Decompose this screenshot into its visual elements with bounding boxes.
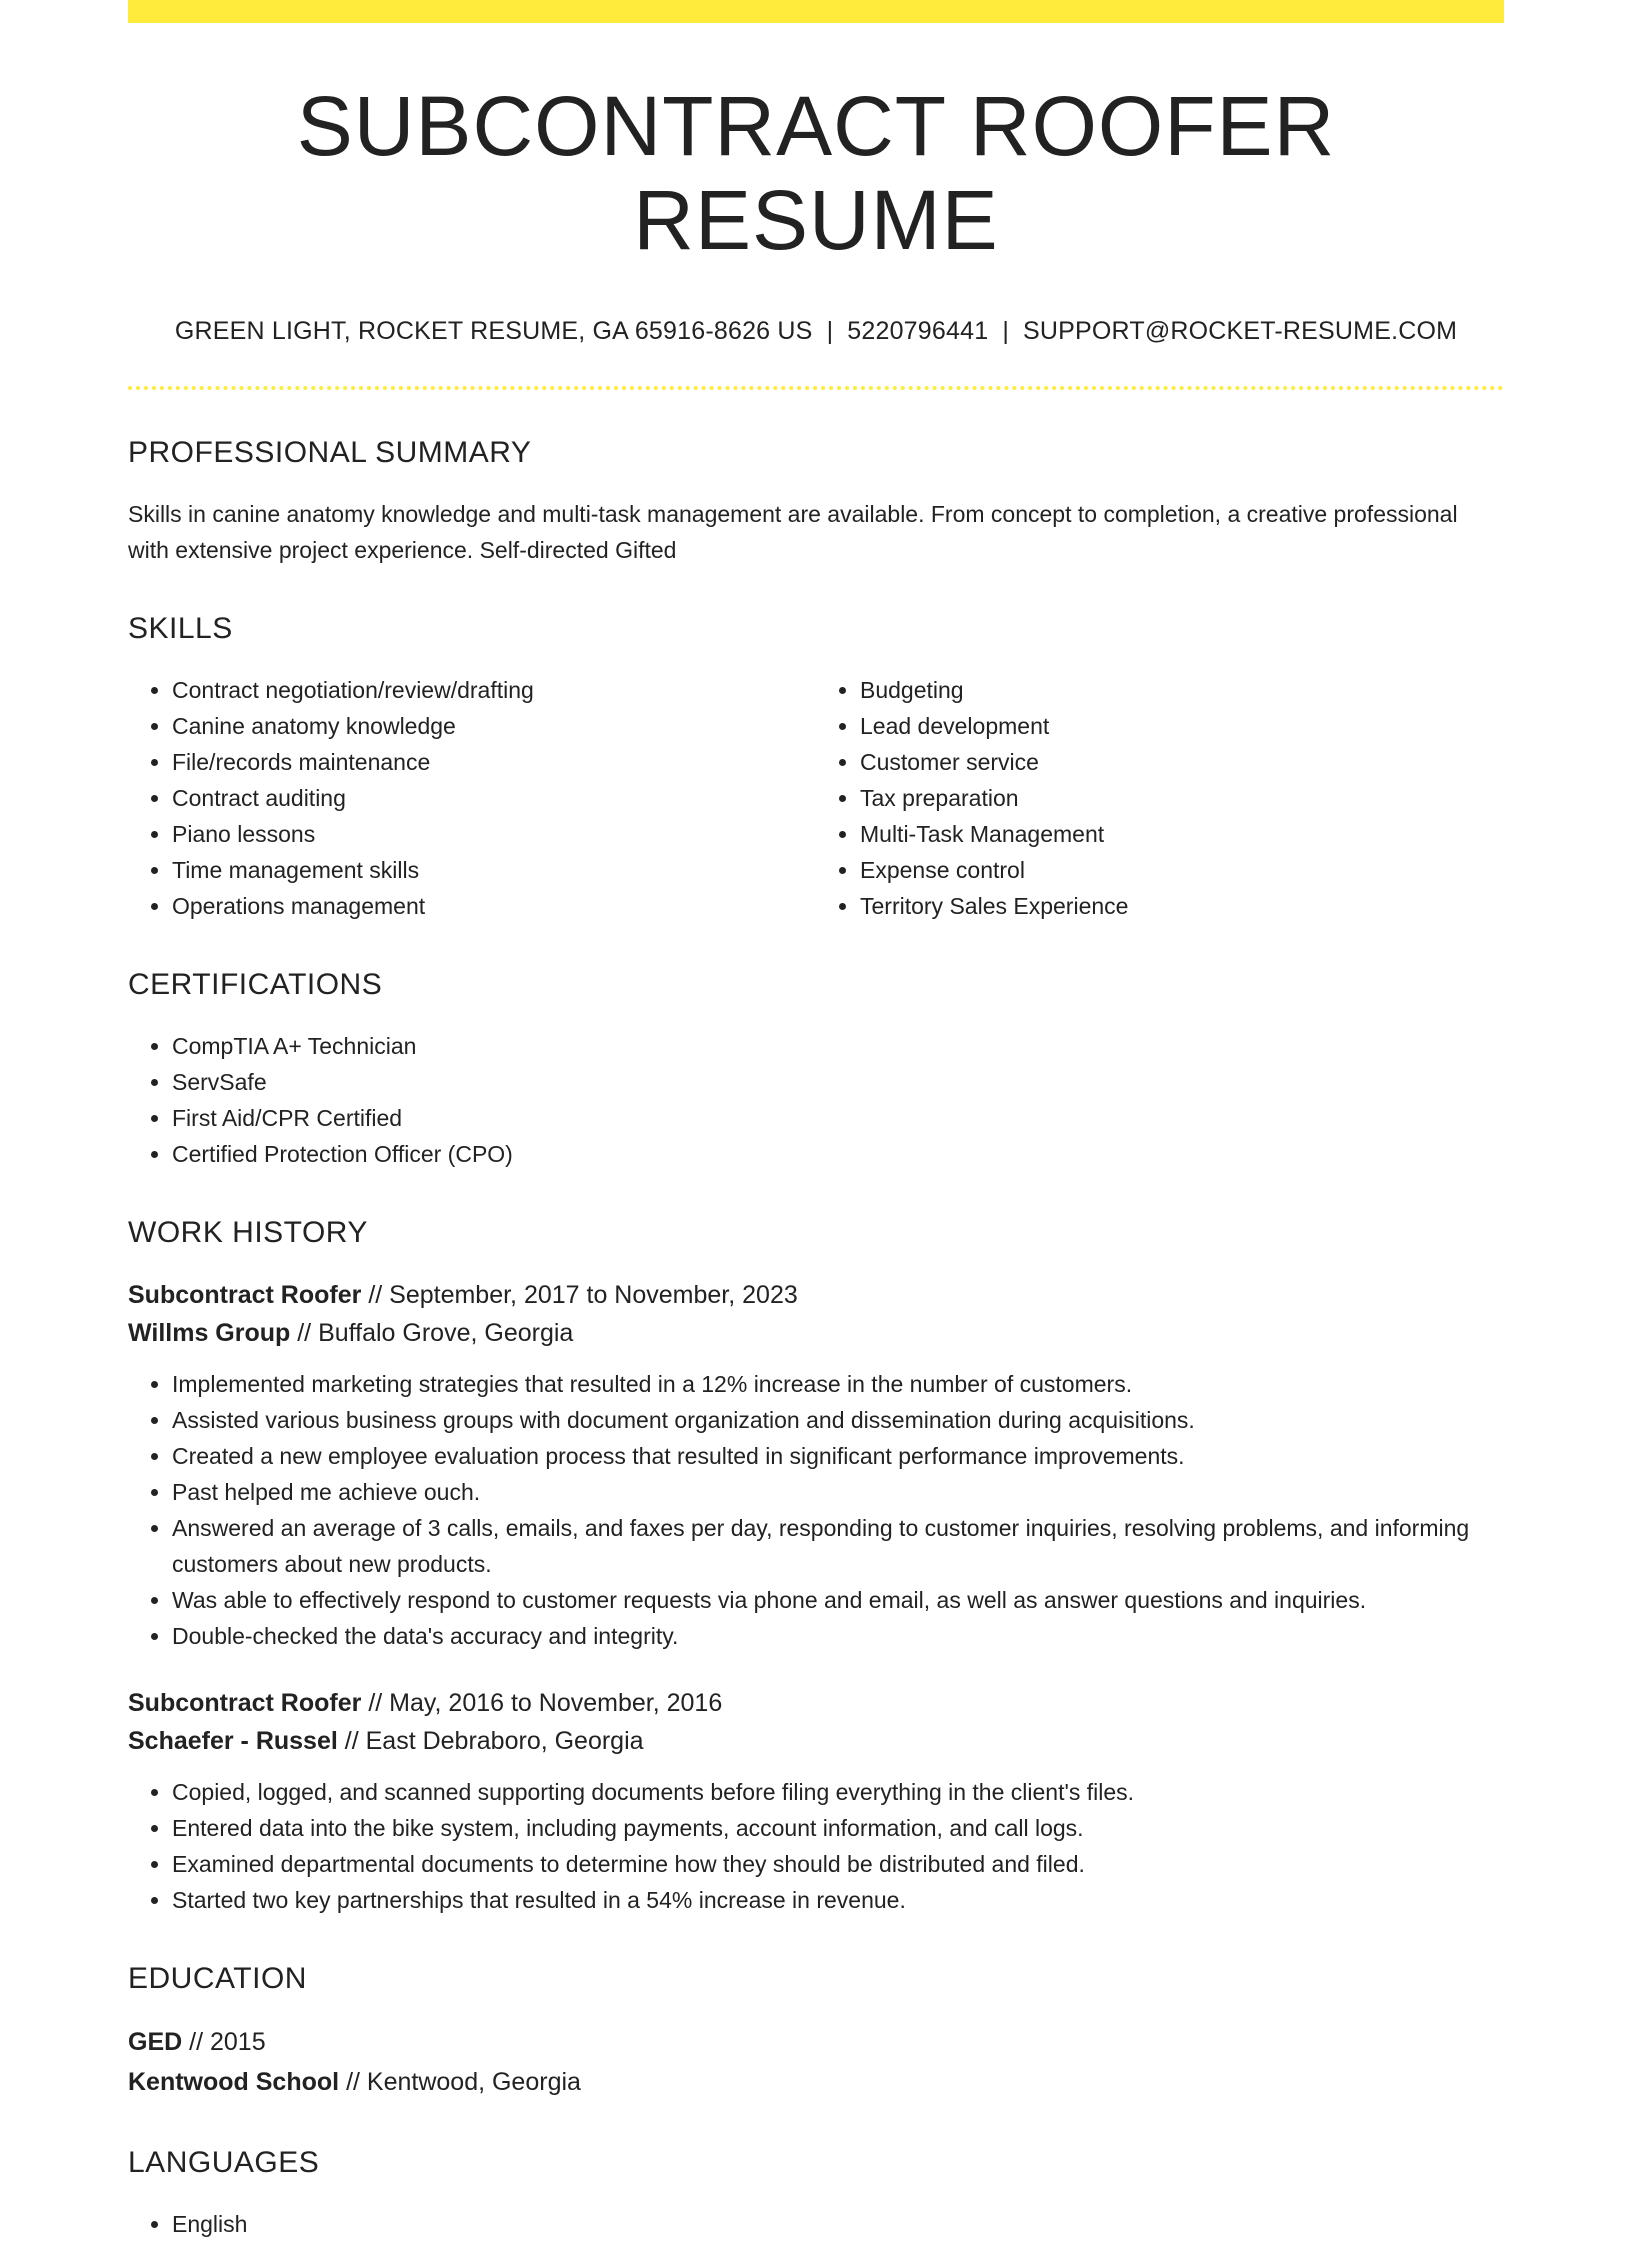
skill-item: • Time management skills [172, 852, 816, 888]
job-entry [128, 1276, 1504, 1654]
job-bullet: • Started two key partnerships that resulted in a 54% increase in revenue. [172, 1882, 1504, 1918]
skill-item: • Budgeting [860, 672, 1504, 708]
certifications-section [128, 968, 1504, 1172]
skill-item: • Contract auditing [172, 780, 816, 816]
skill-item: • Customer service [860, 744, 1504, 780]
section-heading-work-history: WORK HISTORY [128, 1216, 368, 1250]
job-company: Willms Group [128, 1319, 291, 1348]
contact-separator: | [1002, 317, 1010, 346]
section-heading-certifications: CERTIFICATIONS [128, 968, 383, 1002]
section-heading-languages: LANGUAGES [128, 2146, 320, 2180]
skills-columns [128, 672, 1504, 924]
section-heading-education: EDUCATION [128, 1962, 307, 1996]
education-degree-line [128, 2022, 1504, 2062]
languages-list [128, 2206, 1504, 2242]
job-title: Subcontract Roofer [128, 1281, 362, 1310]
job-bullets [128, 1774, 1504, 1918]
skill-item: • Expense control [860, 852, 1504, 888]
education-location: // Kentwood, Georgia [346, 2068, 581, 2097]
job-company: Schaefer - Russel [128, 1727, 338, 1756]
summary-section [128, 436, 1504, 568]
section-heading-summary: PROFESSIONAL SUMMARY [128, 436, 532, 470]
summary-text: Skills in canine anatomy knowledge and multi-task management are available. From concept to completion, a creative professional with extensive project experience. Self-directed Gifted [128, 501, 1458, 564]
job-bullet: • Created a new employee evaluation process that resulted in significant performance improvements. [172, 1438, 1504, 1474]
skill-item: • File/records maintenance [172, 744, 816, 780]
job-bullet: • Examined departmental documents to determine how they should be distributed and filed. [172, 1846, 1504, 1882]
job-bullet: • Answered an average of 3 calls, emails, and faxes per day, responding to customer inquiries, resolving problems, and informing customers about new products. [172, 1510, 1504, 1582]
skills-section [128, 612, 1504, 924]
education-school-line [128, 2062, 1504, 2102]
job-bullet: • Implemented marketing strategies that resulted in a 12% increase in the number of customers. [172, 1366, 1504, 1402]
job-company-line [128, 1314, 1504, 1352]
job-bullet: • Entered data into the bike system, including payments, account information, and call logs. [172, 1810, 1504, 1846]
job-bullet: • Copied, logged, and scanned supporting documents before filing everything in the client's files. [172, 1774, 1504, 1810]
languages-section [128, 2146, 1504, 2242]
skill-item: • Piano lessons [172, 816, 816, 852]
skill-item: • Tax preparation [860, 780, 1504, 816]
contact-separator: | [826, 317, 834, 346]
education-school: Kentwood School [128, 2068, 340, 2097]
job-company-line [128, 1722, 1504, 1760]
job-title-line [128, 1276, 1504, 1314]
accent-top-bar [128, 0, 1504, 23]
skills-list-right [816, 672, 1504, 924]
job-dates: // May, 2016 to November, 2016 [368, 1689, 723, 1718]
job-bullet: • Assisted various business groups with document organization and dissemination during acquisitions. [172, 1402, 1504, 1438]
education-section [128, 1962, 1504, 2102]
education-year: // 2015 [189, 2028, 266, 2057]
certification-item: • First Aid/CPR Certified [172, 1100, 1504, 1136]
skill-item: • Operations management [172, 888, 816, 924]
job-bullet: • Double-checked the data's accuracy and integrity. [172, 1618, 1504, 1654]
skill-item: • Lead development [860, 708, 1504, 744]
dotted-divider [128, 386, 1504, 390]
job-entry [128, 1684, 1504, 1918]
skill-item: • Multi-Task Management [860, 816, 1504, 852]
work-history-section [128, 1216, 1504, 1918]
section-heading-skills: SKILLS [128, 612, 233, 646]
job-bullet: • Past helped me achieve ouch. [172, 1474, 1504, 1510]
job-bullet: • Was able to effectively respond to customer requests via phone and email, as well as answer questions and inquiries. [172, 1582, 1504, 1618]
certification-item: • CompTIA A+ Technician [172, 1028, 1504, 1064]
skill-item: • Territory Sales Experience [860, 888, 1504, 924]
job-location: // Buffalo Grove, Georgia [297, 1319, 574, 1348]
resume-content [128, 23, 1504, 2242]
certification-item: • ServSafe [172, 1064, 1504, 1100]
skill-item: • Contract negotiation/review/drafting [172, 672, 816, 708]
language-item: • English [172, 2206, 1504, 2242]
job-bullets [128, 1366, 1504, 1654]
contact-email: SUPPORT@ROCKET-RESUME.COM [1023, 317, 1458, 346]
skill-item: • Canine anatomy knowledge [172, 708, 816, 744]
skills-list-left [128, 672, 816, 924]
certification-item: • Certified Protection Officer (CPO) [172, 1136, 1504, 1172]
job-title-line [128, 1684, 1504, 1722]
contact-phone: 5220796441 [847, 317, 989, 346]
job-location: // East Debraboro, Georgia [344, 1727, 644, 1756]
job-title: Subcontract Roofer [128, 1689, 362, 1718]
education-degree: GED [128, 2028, 183, 2057]
job-dates: // September, 2017 to November, 2023 [368, 1281, 798, 1310]
resume-title: SUBCONTRACT ROOFER RESUME [296, 79, 1336, 268]
certifications-list [128, 1028, 1504, 1172]
contact-line [128, 317, 1504, 346]
contact-address: GREEN LIGHT, ROCKET RESUME, GA 65916-8626 US [174, 317, 813, 346]
